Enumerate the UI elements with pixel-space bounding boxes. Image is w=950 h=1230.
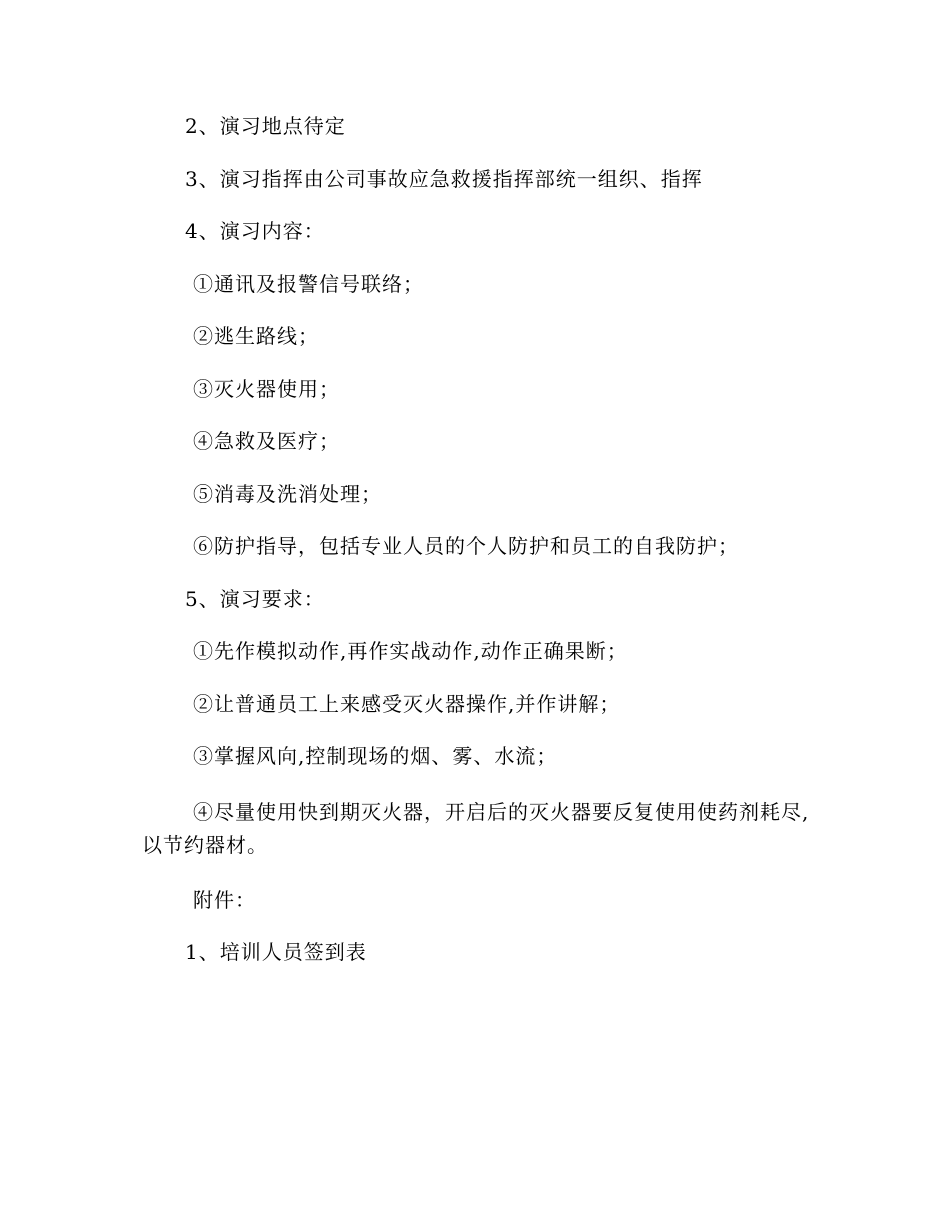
attachment-item-1: 1、培训人员签到表 (185, 940, 367, 964)
content-item-4: ④急救及医疗； (193, 429, 340, 453)
heading-drill-content: 4、演习内容： (185, 219, 325, 243)
item-drill-location: 2、演习地点待定 (185, 114, 346, 138)
requirement-item-2: ②让普通员工上来感受灭火器操作,并作讲解； (193, 692, 621, 716)
content-item-6: ⑥防护指导，包括专业人员的个人防护和员工的自我防护； (193, 534, 739, 558)
heading-attachments: 附件： (193, 888, 256, 912)
requirement-item-3: ③掌握风向,控制现场的烟、雾、水流； (193, 744, 558, 768)
content-item-1: ①通讯及报警信号联络； (193, 272, 424, 296)
requirement-item-4: ④尽量使用快到期灭火器，开启后的灭火器要反复使用使药剂耗尽,以节约器材。 (142, 800, 810, 857)
heading-drill-requirements: 5、演习要求： (185, 587, 325, 611)
content-item-2: ②逃生路线； (193, 324, 319, 348)
requirement-item-1: ①先作模拟动作,再作实战动作,动作正确果断； (193, 639, 628, 663)
content-item-3: ③灭火器使用； (193, 377, 340, 401)
content-item-5: ⑤消毒及洗消处理； (193, 482, 382, 506)
item-drill-command: 3、演习指挥由公司事故应急救援指挥部统一组织、指挥 (185, 167, 703, 191)
